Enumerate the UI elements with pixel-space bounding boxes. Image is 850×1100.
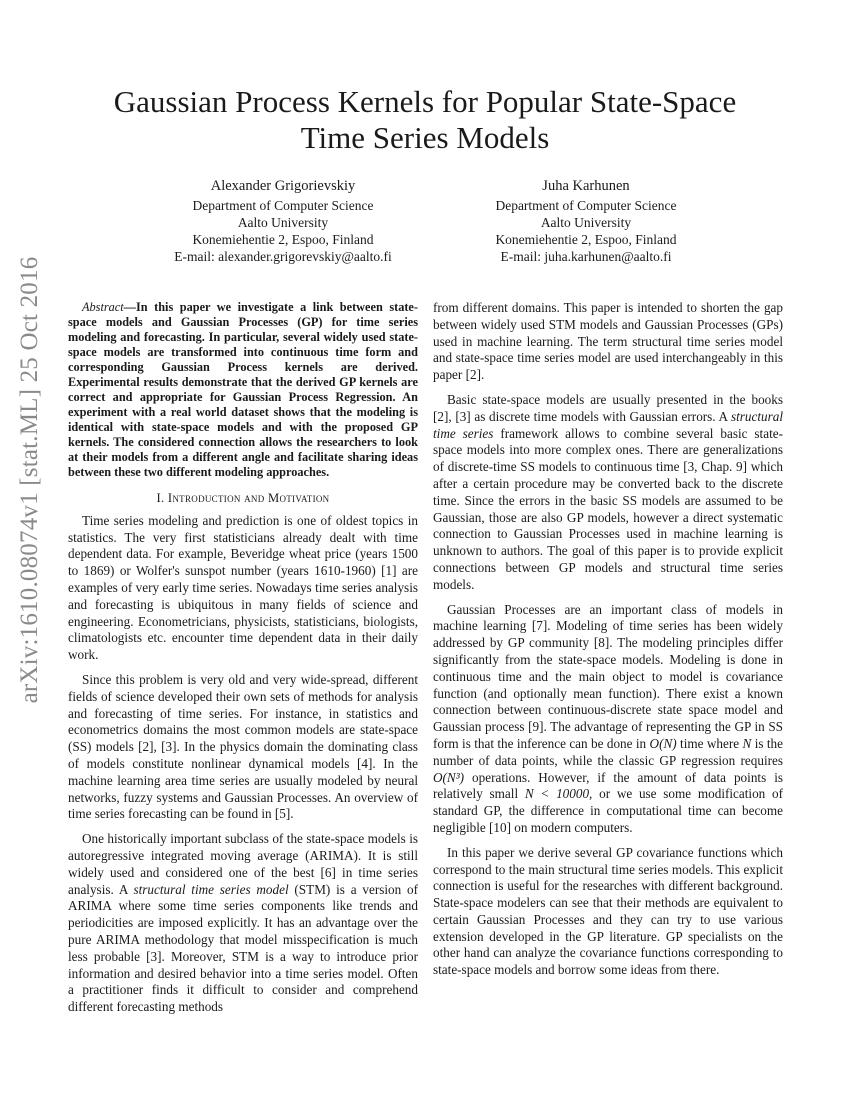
author-block-1 — [148, 178, 418, 265]
text-run: Gaussian Processes are an important class of models in machine learning [7]. Modeling of time series has been widely addressed by GP community [8]. The modeling principles differ significantly from the state-space models. Modeling is done in continuous time and the main object to model is covariance function (and optionally mean function). There exist a known connection between continuous-discrete state space model and Gaussian process [9]. The advantage of representing the GP in SS form is that the inference can be done in — [433, 601, 783, 751]
abstract-text: —In this paper we investigate a link between state-space models and Gaussian Processes (GP) for time series modeling and forecasting. In particular, several widely used state-space models are transformed into continuous time form and corresponding Gaussian Process kernels are derived. Experimental results demonstrate that the derived GP kernels are correct and appropriate for Gaussian Process Regression. An experiment with a real world dataset shows that the modeling is identical with state-space models and with the proposed GP kernels. The considered connection allows the researchers to look at their models from a different angle and facilitate sharing ideas between these two different modeling approaches. — [68, 300, 418, 479]
text-run: framework allows to combine several basic state-space models into more complex ones. There are generalizations of discrete-time SS models to continuous time [3, Chap. 9] which after a certain procedure may be converted back to the discrete time. Since the errors in the basic SS models are assumed to be Gaussian, those are also GP models, however a direct systematic connection to Gaussian Processes used in machine learning is unknown to authors. The goal of this paper is to provide explicit connections between GP models and structural time series models. — [433, 425, 783, 592]
arxiv-sidebar — [0, 256, 60, 704]
author-university: Aalto University — [540, 215, 632, 230]
emphasis: structural time series — [433, 408, 783, 441]
paragraph: Since this problem is very old and very wide-spread, different fields of science developed their own sets of methods for analysis and forecasting of time series. For instance, in statistics and econometrics domains the most common models are state-space (SS) models [2], [3]. In the physics domain the dominating class of models constitute nonlinear dynamical models [4]. In the machine learning area time series are usually modeled by neural networks, fuzzy systems and Gaussian Processes. An overview of time series forecasting can be found in [5]. — [68, 671, 418, 822]
arxiv-identifier: arXiv:1610.08074v1 [stat.ML] 25 Oct 2016 — [16, 256, 43, 704]
author-university: Aalto University — [237, 215, 329, 230]
paragraph: from different domains. This paper is intended to shorten the gap between widely used STM models and Gaussian Processes (GPs) used in machine learning. The term structural time series model and state-space time series model are used interchangeably in this paper [2]. — [433, 300, 783, 383]
author-department: Department of Computer Science — [495, 198, 677, 213]
author-name: Juha Karhunen — [542, 178, 630, 194]
paragraph: In this paper we derive several GP covariance functions which correspond to the main structural time series models. This explicit connection is useful for the researches with different background. State-space modelers can see that their methods are equivalent to certain Gaussian Processes and they can try to use various extension developed in the GP literature. GP specialists on the other hand can analyze the covariance functions corresponding to state-space models and borrow some ideas from there. — [433, 844, 783, 978]
math: O(N³) — [433, 769, 465, 785]
text-run: time where — [676, 735, 743, 751]
author-address: Konemiehentie 2, Espoo, Finland — [192, 232, 374, 247]
abstract — [68, 300, 418, 480]
text-run: One historically important subclass of the state-space models is autoregressive integrated moving average (ARIMA). It is still widely used and considered one of the best [6] in time series analysis. A — [68, 831, 418, 897]
author-block-2 — [451, 178, 721, 265]
paper-title — [60, 84, 790, 156]
section-heading: I. Introduction and Motivation — [156, 491, 330, 505]
math: O(N) — [649, 735, 677, 751]
paragraph: Time series modeling and prediction is one of oldest topics in statistics. The very first statisticians already dealt with time dependent data. For example, Beveridge wheat price (years 1500 to 1869) or Wolfer's sunspot number (years 1610-1960) [1] are examples of very early time series. Nowadays time series analysis and forecasting is ubiquitous in many fields of science and engineering. Econometricians, physicists, statisticians, biologists, climatologists etc. encounter time dependent data in their daily work. — [68, 512, 418, 663]
right-column — [433, 300, 783, 987]
author-name: Alexander Grigorievskiy — [210, 178, 356, 194]
text-run: (STM) is a version of ARIMA where some time series components like trends and periodicities are imposed explicitly. It has an advantage over the pure ARIMA methodology that model misspecification is much less probable [3]. Moreover, STM is a way to introduce prior information and desired behavior into a time series model. Often a practitioner finds it difficult to consider and comprehend different forecasting methods — [68, 881, 418, 1015]
abstract-label: Abstract — [82, 300, 124, 314]
paragraph — [433, 392, 783, 594]
title-line-2: Time Series Models — [300, 120, 550, 155]
author-email: E-mail: juha.karhunen@aalto.fi — [500, 249, 672, 264]
text-run: , or we use some modification of standard GP, the difference in computational time can become negligible [10] on modern computers. — [433, 786, 783, 835]
math: N — [742, 735, 752, 751]
text-run: Basic state-space models are usually presented in the books [2], [3] as discrete time models with Gaussian errors. A — [433, 391, 783, 424]
left-column — [68, 300, 418, 1024]
text-run: is the number of data points, while the classic GP regression requires — [433, 735, 783, 768]
title-line-1: Gaussian Process Kernels for Popular State-Space — [113, 84, 737, 119]
emphasis: structural time series model — [133, 881, 289, 897]
paragraph — [433, 602, 783, 837]
author-department: Department of Computer Science — [192, 198, 374, 213]
paragraph — [68, 831, 418, 1016]
math: N < 10000 — [524, 786, 590, 802]
author-email: E-mail: alexander.grigorevskiy@aalto.fi — [174, 249, 392, 264]
text-run: operations. However, if the amount of data points is relatively small — [433, 769, 783, 802]
author-address: Konemiehentie 2, Espoo, Finland — [495, 232, 677, 247]
